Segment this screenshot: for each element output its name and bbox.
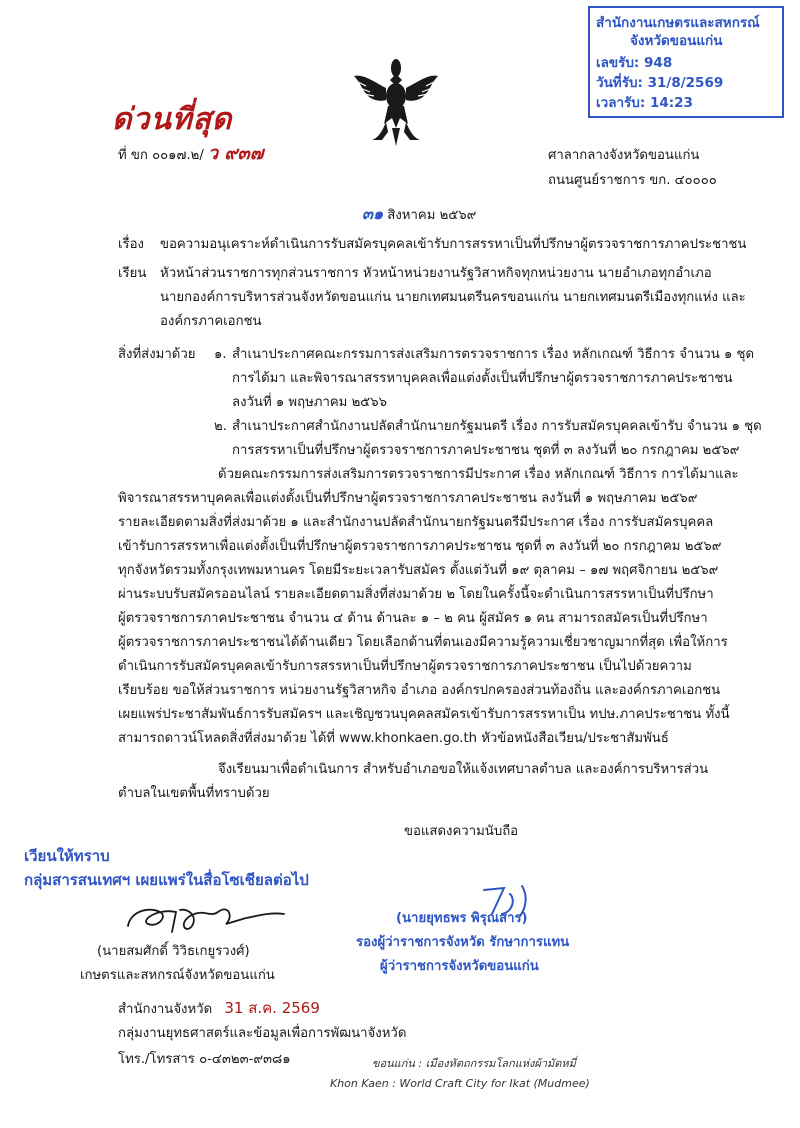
enclosure-1-line-2: การได้มา และพิจารณาสรรหาบุคคลเพื่อแต่งตั้งเป็นที่ปรึกษาผู้ตรวจราชการภาคประชาชน bbox=[232, 371, 733, 386]
stamp-received-time: เวลารับ: 14:23 bbox=[596, 95, 693, 111]
body-line-5: ทุกจังหวัดรวมทั้งกรุงเทพมหานคร โดยมีระยะเวลารับสมัคร ตั้งแต่วันที่ ๑๙ ตุลาคม – ๑๗ พฤศจิกายน ๒๕๖๙ bbox=[118, 563, 719, 578]
address-line1: ศาลากลางจังหวัดขอนแก่น bbox=[548, 148, 700, 163]
to-line-3: องค์กรภาคเอกชน bbox=[160, 314, 262, 329]
doc-number-prefix: ที่ ขก ๐๐๑๗.๒/ bbox=[118, 148, 204, 163]
stamp-received-date: วันที่รับ: 31/8/2569 bbox=[596, 75, 724, 91]
body-line-12: สามารถดาวน์โหลดสิ่งที่ส่งมาด้วย ได้ที่ www.khonkaen.go.th หัวข้อหนังสือเวียน/ประชาสัมพันธ์ bbox=[118, 731, 669, 746]
office-group: กลุ่มงานยุทธศาสตร์และข้อมูลเพื่อการพัฒนาจังหวัด bbox=[118, 1026, 407, 1041]
office-unit-date-stamp: 31 ส.ค. 2569 bbox=[224, 999, 320, 1017]
subject-text: ขอความอนุเคราะห์ดำเนินการรับสมัครบุคคลเข้ารับการสรรหาเป็นที่ปรึกษาผู้ตรวจราชการภาคประชาชน bbox=[160, 237, 747, 252]
enclosure-1-line-1: สำเนาประกาศคณะกรรมการส่งเสริมการตรวจราชการ เรื่อง หลักเกณฑ์ วิธีการ จำนวน ๑ ชุด bbox=[232, 347, 755, 362]
note-left-line2: กลุ่มสารสนเทศฯ เผยแพร่ในสื่อโซเชียลต่อไป bbox=[24, 871, 309, 889]
stamp-received-no: เลขรับ: 948 bbox=[596, 55, 673, 71]
stamp-org-line1: สำนักงานเกษตรและสหกรณ์ bbox=[596, 15, 760, 31]
enclosure-1-line-3: ลงวันที่ ๑ พฤษภาคม ๒๕๖๖ bbox=[232, 395, 387, 410]
garuda-emblem-icon bbox=[352, 52, 440, 148]
right-signer-name: (นายยุทธพร พิรุณสาร) bbox=[396, 911, 528, 926]
body-line-7: ผู้ตรวจราชการภาคประชาชน จำนวน ๔ ด้าน ด้านละ ๑ – ๒ คน ผู้สมัคร ๑ คน สามารถสมัครเป็นที่ปรึกษา bbox=[118, 611, 708, 626]
right-signer-position-1: รองผู้ว่าราชการจังหวัด รักษาการแทน bbox=[356, 935, 570, 950]
urgency-mark: ด่วนที่สุด bbox=[112, 102, 233, 137]
enclosure-2-num: ๒. bbox=[214, 419, 227, 434]
subject-label: เรื่อง bbox=[118, 237, 144, 252]
doc-number-handwritten: ว ๙๓๗ bbox=[208, 143, 264, 164]
regards: ขอแสดงความนับถือ bbox=[404, 824, 519, 839]
received-stamp bbox=[588, 6, 784, 118]
slogan-english: Khon Kaen : World Craft City for Ikat (Mudmee) bbox=[330, 1077, 590, 1090]
to-label: เรียน bbox=[118, 266, 147, 281]
address-line2: ถนนศูนย์ราชการ ขก. ๔๐๐๐๐ bbox=[548, 173, 717, 188]
body-line-1: ด้วยคณะกรรมการส่งเสริมการตรวจราชการมีประกาศ เรื่อง หลักเกณฑ์ วิธีการ การได้มาและ bbox=[218, 467, 739, 482]
left-signature-icon bbox=[118, 898, 288, 942]
body-line-9: ดำเนินการรับสมัครบุคคลเข้ารับการสรรหาเป็นที่ปรึกษาผู้ตรวจราชการภาคประชาชน เป็นไปด้วยความ bbox=[118, 659, 692, 674]
enclosure-2-line-2: การสรรหาเป็นที่ปรึกษาผู้ตรวจราชการภาคประชาชน ชุดที่ ๓ ลงวันที่ ๒๐ กรกฎาคม ๒๕๖๙ bbox=[232, 443, 740, 458]
body-line-8: ผู้ตรวจราชการภาคประชาชนได้ด้านเดียว โดยเลือกด้านที่ตนเองมีความรู้ความเชี่ยวชาญมากที่สุด เพื่อให้การ bbox=[118, 635, 728, 650]
doc-number bbox=[118, 143, 264, 164]
stamp-org-line2: จังหวัดขอนแก่น bbox=[630, 33, 723, 49]
body-line-10: เรียบร้อย ขอให้ส่วนราชการ หน่วยงานรัฐวิสาหกิจ อำเภอ องค์กรปกครองส่วนท้องถิ่น และองค์กรภาคเอกชน bbox=[118, 683, 721, 698]
to-line-2: นายกองค์การบริหารส่วนจังหวัดขอนแก่น นายกเทศมนตรีนครขอนแก่น นายกเทศมนตรีเมืองทุกแห่ง และ bbox=[160, 290, 746, 305]
left-signer-name: (นายสมศักดิ์ วิวิธเกยูรวงศ์) bbox=[97, 944, 250, 959]
doc-date-rest: สิงหาคม ๒๕๖๙ bbox=[387, 208, 477, 223]
body-line-11: เผยแพร่ประชาสัมพันธ์การรับสมัครฯ และเชิญชวนบุคคลสมัครเข้ารับการสรรหาเป็น ทปษ.ภาคประชาชน ทั้งนี้ bbox=[118, 707, 730, 722]
enclosure-label: สิ่งที่ส่งมาด้วย bbox=[118, 347, 196, 362]
left-signer-position: เกษตรและสหกรณ์จังหวัดขอนแก่น bbox=[80, 968, 275, 983]
body-line-2: พิจารณาสรรหาบุคคลเพื่อแต่งตั้งเป็นที่ปรึกษาผู้ตรวจราชการภาคประชาชน ลงวันที่ ๑ พฤษภาคม ๒๕๖๙ bbox=[118, 491, 698, 506]
closing-line-2: ตำบลในเขตพื้นที่ทราบด้วย bbox=[118, 786, 270, 801]
closing-line-1: จึงเรียนมาเพื่อดำเนินการ สำหรับอำเภอขอให้แจ้งเทศบาลตำบล และองค์การบริหารส่วน bbox=[218, 762, 709, 777]
body-line-3: รายละเอียดตามสิ่งที่ส่งมาด้วย ๑ และสำนักงานปลัดสำนักนายกรัฐมนตรีมีประกาศ เรื่อง การรับสมัครบุคคล bbox=[118, 515, 714, 530]
slogan-thai: ขอนแก่น : เมืองหัตถกรรมโลกแห่งผ้ามัดหมี่ bbox=[372, 1057, 576, 1070]
body-line-6: ผ่านระบบรับสมัครออนไลน์ รายละเอียดตามสิ่งที่ส่งมาด้วย ๒ โดยในครั้งนี้จะดำเนินการสรรหาเป็นที่ปรึกษา bbox=[118, 587, 714, 602]
office-unit bbox=[118, 1000, 320, 1018]
note-left-line1: เวียนให้ทราบ bbox=[24, 847, 110, 865]
doc-date-day: ๓๑ bbox=[362, 204, 384, 223]
enclosure-2-line-1: สำเนาประกาศสำนักงานปลัดสำนักนายกรัฐมนตรี เรื่อง การรับสมัครบุคคลเข้ารับ จำนวน ๑ ชุด bbox=[232, 419, 762, 434]
office-unit-name: สำนักงานจังหวัด bbox=[118, 1002, 213, 1017]
right-signer-position-2: ผู้ว่าราชการจังหวัดขอนแก่น bbox=[380, 959, 539, 974]
doc-date bbox=[362, 206, 476, 224]
to-line-1: หัวหน้าส่วนราชการทุกส่วนราชการ หัวหน้าหน่วยงานรัฐวิสาหกิจทุกหน่วยงาน นายอำเภอทุกอำเภอ bbox=[160, 266, 712, 281]
office-phone: โทร./โทรสาร ๐-๔๓๒๓-๙๓๘๑ bbox=[118, 1052, 291, 1067]
body-line-4: เข้ารับการสรรหาเพื่อแต่งตั้งเป็นที่ปรึกษาผู้ตรวจราชการภาคประชาชน ชุดที่ ๓ ลงวันที่ ๒๐ กรกฎาคม ๒๕๖๙ bbox=[118, 539, 722, 554]
enclosure-1-num: ๑. bbox=[214, 347, 227, 362]
